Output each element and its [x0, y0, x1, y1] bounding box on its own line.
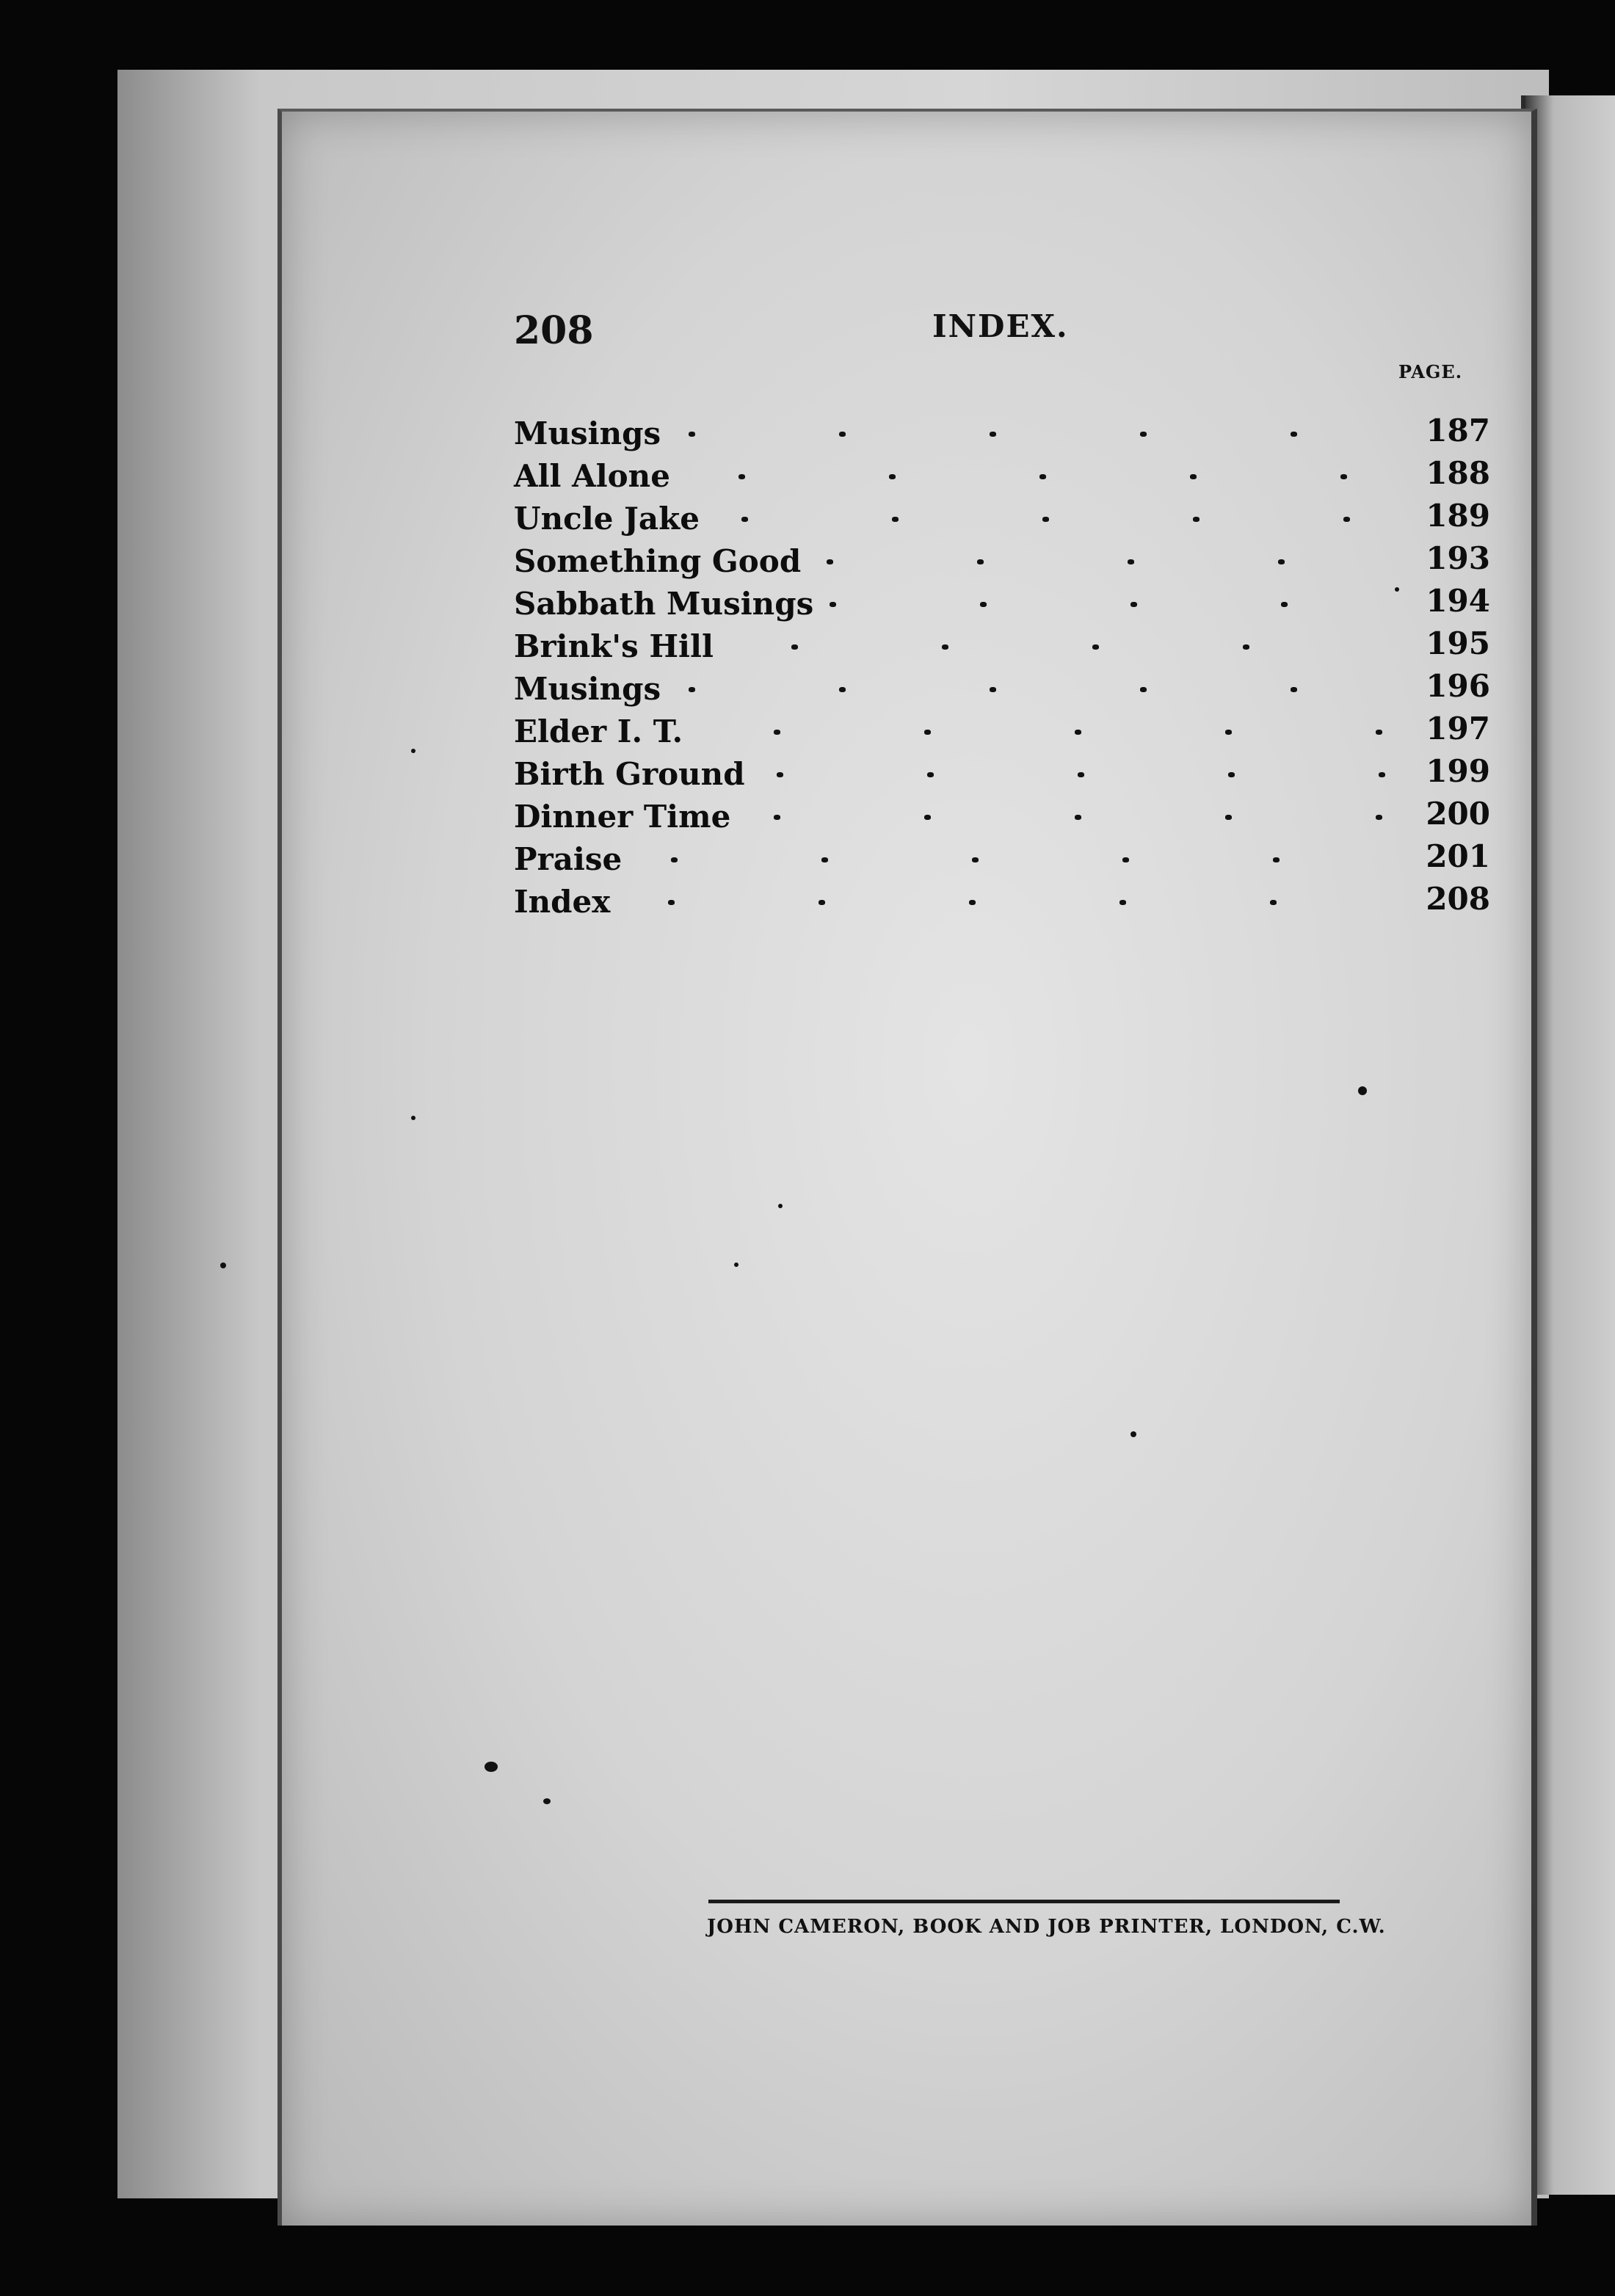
leader-dot — [1376, 815, 1382, 820]
leader-dot — [990, 432, 996, 437]
index-entry — [514, 540, 1498, 586]
index-entry-title: Dinner Time — [514, 799, 731, 835]
leader-dot — [1225, 815, 1232, 820]
leader-dot — [1225, 730, 1232, 735]
index-entry — [514, 753, 1498, 799]
leader-dot — [689, 432, 695, 437]
index-entry-title: Birth Ground — [514, 756, 745, 792]
paper-speck — [1395, 587, 1399, 592]
index-entry-title: Something Good — [514, 543, 802, 579]
index-entry — [514, 625, 1498, 671]
leader-dot — [980, 602, 987, 607]
leader-dot — [689, 687, 695, 692]
index-entry-title: All Alone — [514, 458, 670, 494]
index-entry-title: Uncle Jake — [514, 501, 700, 537]
paper-speck — [778, 1204, 783, 1208]
printer-imprint: JOHN CAMERON, BOOK AND JOB PRINTER, LONDON, C.W. — [707, 1916, 1386, 1938]
leader-dot — [1092, 644, 1099, 650]
leader-dot — [839, 432, 846, 437]
paper-speck — [1130, 1431, 1136, 1437]
index-entry-page: 197 — [1426, 711, 1490, 746]
index-entry — [514, 668, 1498, 713]
leader-dot — [1376, 730, 1382, 735]
leader-dot — [1243, 644, 1249, 650]
leader-dot — [741, 517, 748, 522]
paper-speck — [484, 1762, 498, 1772]
imprint-rule — [708, 1900, 1340, 1903]
leader-dot — [924, 730, 931, 735]
leader-dot — [1278, 559, 1285, 564]
index-entry — [514, 415, 1498, 458]
index-entry-title: Index — [514, 884, 611, 920]
index-entry-page: 200 — [1426, 796, 1490, 832]
running-head: INDEX. — [932, 308, 1069, 344]
leader-dot — [942, 644, 948, 650]
leader-dot — [1140, 432, 1147, 437]
leader-dot — [1075, 730, 1081, 735]
leader-dot — [827, 559, 833, 564]
leader-dot — [1190, 474, 1197, 479]
index-entry-page: 189 — [1426, 498, 1490, 534]
index-entry — [514, 455, 1498, 501]
index-entry-title: Elder I. T. — [514, 713, 683, 749]
leader-dot — [927, 772, 934, 777]
paper-speck — [411, 1116, 415, 1120]
index-list — [514, 415, 1498, 926]
leader-dot — [977, 559, 984, 564]
leader-dot — [1140, 687, 1147, 692]
index-entry — [514, 796, 1498, 841]
leader-dot — [1039, 474, 1046, 479]
leader-dot — [1193, 517, 1200, 522]
leader-dot — [668, 900, 675, 905]
leader-dot — [1273, 857, 1280, 862]
leader-dot — [1075, 815, 1081, 820]
leader-dot — [839, 687, 846, 692]
index-entry-page: 196 — [1426, 668, 1490, 704]
leader-dot — [1343, 517, 1350, 522]
index-entry-page: 201 — [1426, 838, 1490, 874]
paper-speck — [734, 1263, 738, 1267]
index-entry-page: 187 — [1426, 413, 1490, 448]
index-entry-page: 188 — [1426, 455, 1490, 491]
paper-speck — [411, 749, 415, 753]
leader-dot — [1078, 772, 1084, 777]
index-entry-title: Praise — [514, 841, 623, 877]
index-entry-title: Sabbath Musings — [514, 586, 814, 622]
leader-dot — [1122, 857, 1129, 862]
leader-dot — [969, 900, 976, 905]
index-entry — [514, 583, 1498, 628]
index-entry-title: Brink's Hill — [514, 628, 714, 664]
index-entry — [514, 881, 1498, 926]
index-entry — [514, 713, 1498, 756]
leader-dot — [972, 857, 979, 862]
index-entry-page: 193 — [1426, 540, 1490, 576]
index-entry — [514, 498, 1498, 543]
paper-speck — [543, 1798, 551, 1804]
index-entry-page: 195 — [1426, 625, 1490, 661]
leader-dot — [830, 602, 836, 607]
leader-dot — [777, 772, 783, 777]
leader-dot — [1291, 687, 1297, 692]
leader-dot — [892, 517, 899, 522]
leader-dot — [1228, 772, 1235, 777]
leader-dot — [1119, 900, 1126, 905]
leader-dot — [1128, 559, 1134, 564]
leader-dot — [924, 815, 931, 820]
leader-dot — [774, 730, 780, 735]
leader-dot — [889, 474, 896, 479]
paper-speck — [220, 1263, 226, 1268]
index-entry-page: 199 — [1426, 753, 1490, 789]
leader-dot — [1270, 900, 1277, 905]
index-entry-title: Musings — [514, 415, 661, 451]
paper-speck — [1358, 1086, 1367, 1095]
index-entry — [514, 838, 1498, 884]
index-entry-page: 194 — [1426, 583, 1490, 619]
leader-dot — [1379, 772, 1385, 777]
leader-dot — [1340, 474, 1347, 479]
leader-dot — [774, 815, 780, 820]
index-entry-title: Musings — [514, 671, 661, 707]
leader-dot — [791, 644, 798, 650]
page-number: 208 — [514, 308, 594, 353]
leader-dot — [1291, 432, 1297, 437]
leader-dot — [1042, 517, 1049, 522]
page-column-heading: PAGE. — [1398, 361, 1463, 382]
index-entry-page: 208 — [1426, 881, 1490, 917]
leader-dot — [819, 900, 825, 905]
leader-dot — [821, 857, 828, 862]
leader-dot — [1281, 602, 1288, 607]
leader-dot — [671, 857, 678, 862]
leader-dot — [1130, 602, 1137, 607]
leader-dot — [738, 474, 745, 479]
leader-dot — [990, 687, 996, 692]
